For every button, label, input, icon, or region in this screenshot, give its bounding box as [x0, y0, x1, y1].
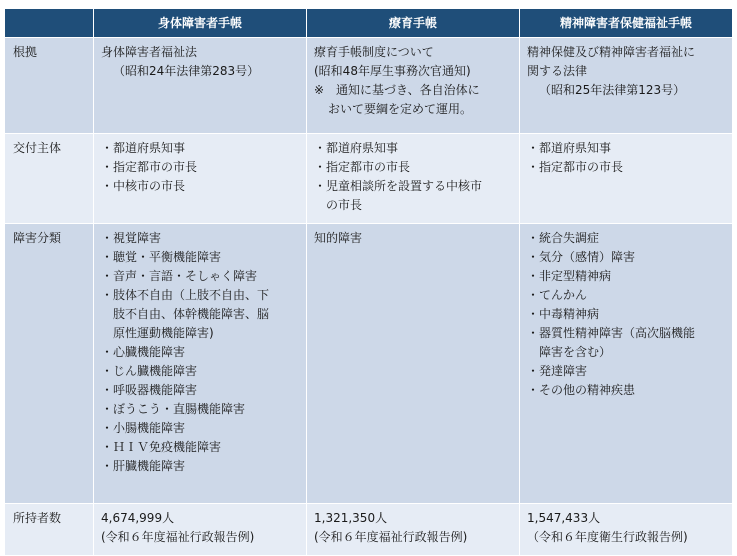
holder-source: (令和６年度福祉行政報告例)	[314, 530, 468, 544]
handbook-comparison-table	[4, 8, 733, 556]
list-item-continuation: 障害を含む）	[539, 345, 612, 359]
holder-count: 1,547,433人	[527, 511, 601, 525]
top-margin	[0, 0, 737, 8]
list-item: ・心臓機能障害	[101, 345, 186, 359]
cell-basis-mental	[520, 38, 733, 134]
holder-count: 1,321,350人	[314, 511, 388, 525]
table-row-issuer	[5, 134, 733, 224]
table-header-row	[5, 9, 733, 38]
cell-category-ryoiku	[307, 224, 520, 504]
row-label-basis: 根拠	[5, 38, 94, 134]
cell-issuer-physical	[94, 134, 307, 224]
holder-source: （令和６年度衛生行政報告例)	[527, 530, 688, 544]
list-item: ・指定都市の市長	[101, 160, 198, 174]
cell-issuer-ryoiku	[307, 134, 520, 224]
list-item: ・中核市の市長	[101, 179, 186, 193]
row-label-issuer: 交付主体	[5, 134, 94, 224]
list-item: ・肝臓機能障害	[101, 459, 186, 473]
list-item: ・児童相談所を設置する中核市	[314, 179, 483, 193]
list-item: ・中毒精神病	[527, 307, 600, 321]
list-item-continuation: の市長	[326, 198, 363, 212]
table-row-category	[5, 224, 733, 504]
list-item: ・都道府県知事	[101, 141, 186, 155]
table-row-basis	[5, 38, 733, 134]
list-item: ・都道府県知事	[527, 141, 612, 155]
list-item: ・視覚障害	[101, 231, 162, 245]
header-ryoiku: 療育手帳	[307, 9, 520, 38]
cell-issuer-mental	[520, 134, 733, 224]
list-item: ・てんかん	[527, 288, 588, 302]
list-item: ・指定都市の市長	[527, 160, 624, 174]
list-item: ・器質性精神障害（高次脳機能	[527, 326, 696, 340]
list-item: ・都道府県知事	[314, 141, 399, 155]
text-line: 身体障害者福祉法	[101, 45, 198, 59]
table-row-holders	[5, 504, 733, 556]
list-item-continuation: 肢不自由、体幹機能障害、脳	[113, 307, 270, 321]
list-item: ・気分（感情）障害	[527, 250, 636, 264]
cell-holders-ryoiku	[307, 504, 520, 556]
header-corner	[5, 9, 94, 38]
list-item: ・呼吸器機能障害	[101, 383, 198, 397]
cell-basis-physical	[94, 38, 307, 134]
holder-source: (令和６年度福祉行政報告例)	[101, 530, 255, 544]
list-item: ・小腸機能障害	[101, 421, 186, 435]
cell-basis-ryoiku	[307, 38, 520, 134]
cell-category-physical	[94, 224, 307, 504]
list-item: ・ＨＩＶ免疫機能障害	[101, 440, 222, 454]
note-line: おいて要綱を定めて運用。	[328, 102, 473, 116]
list-item: ・非定型精神病	[527, 269, 612, 283]
cell-holders-mental	[520, 504, 733, 556]
text-line: 知的障害	[314, 231, 363, 245]
list-item: ・ぼうこう・直腸機能障害	[101, 402, 246, 416]
list-item: ・肢体不自由（上肢不自由、下	[101, 288, 270, 302]
list-item: ・じん臓機能障害	[101, 364, 198, 378]
text-line: 関する法律	[527, 64, 588, 78]
note-line: ※ 通知に基づき、各自治体に	[314, 83, 480, 97]
list-item-continuation: 原性運動機能障害)	[113, 326, 214, 340]
header-mental-disability: 精神障害者保健福祉手帳	[520, 9, 733, 38]
list-item: ・統合失調症	[527, 231, 600, 245]
row-label-holders: 所持者数	[5, 504, 94, 556]
text-line: 療育手帳制度について	[314, 45, 434, 59]
list-item: ・指定都市の市長	[314, 160, 411, 174]
text-line: (昭和48年厚生事務次官通知)	[314, 64, 471, 78]
list-item: ・音声・言語・そしゃく障害	[101, 269, 258, 283]
cell-category-mental	[520, 224, 733, 504]
holder-count: 4,674,999人	[101, 511, 175, 525]
row-label-category: 障害分類	[5, 224, 94, 504]
cell-holders-physical	[94, 504, 307, 556]
text-line: （昭和24年法律第283号）	[113, 64, 260, 78]
text-line: 精神保健及び精神障害者福祉に	[527, 45, 696, 59]
list-item: ・発達障害	[527, 364, 588, 378]
header-physical-disability: 身体障害者手帳	[94, 9, 307, 38]
text-line: （昭和25年法律第123号）	[539, 83, 686, 97]
list-item: ・聴覚・平衡機能障害	[101, 250, 222, 264]
list-item: ・その他の精神疾患	[527, 383, 636, 397]
